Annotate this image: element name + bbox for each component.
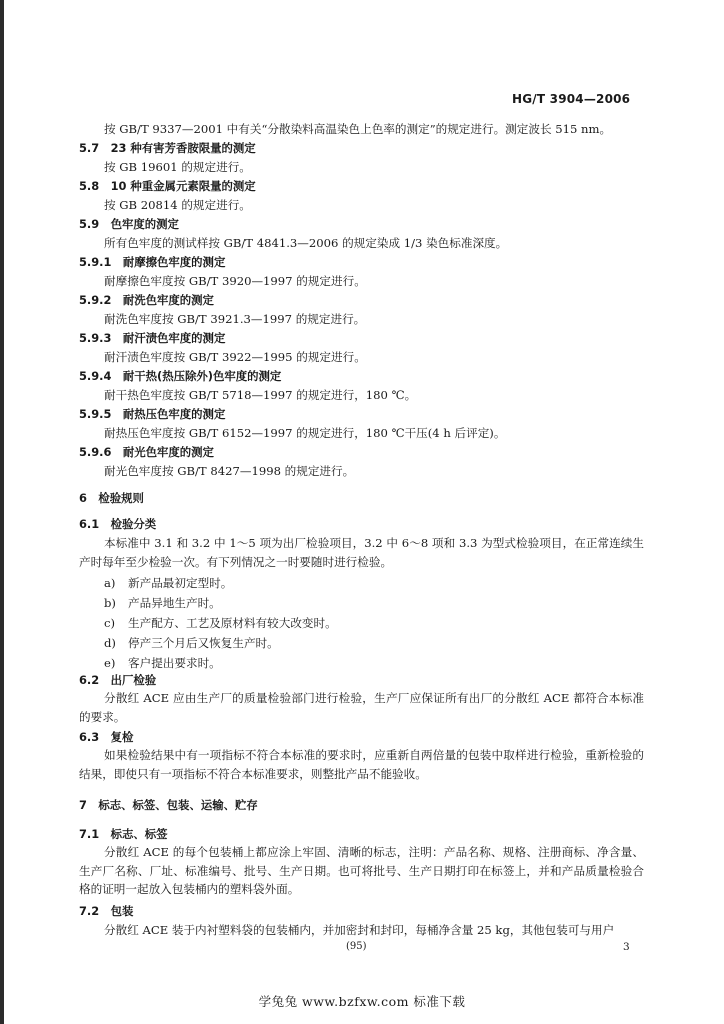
section-heading-7-1: 7.1 标志、标签	[79, 827, 168, 841]
paragraph-6-3: 如果检验结果中有一项指标不符合本标准的要求时，应重新自两倍量的包装中取样进行检验，重新检验的结果，即使只有一项指标不符合本标准要求，则整批产品不能验收。	[79, 748, 644, 781]
section-heading-5-9-2: 5.9.2 耐洗色牢度的测定	[79, 293, 214, 307]
text-line: 按 GB 20814 的规定进行。	[104, 198, 251, 212]
print-page-number: (95)	[346, 941, 367, 952]
chapter-heading-6: 6 检验规则	[79, 491, 144, 505]
text-line: 所有色牢度的测试样按 GB/T 4841.3—2006 的规定染成 1/3 染色标准深度。	[104, 236, 508, 250]
text-line: 按 GB 19601 的规定进行。	[104, 160, 251, 174]
list-item-text: 产品异地生产时。	[128, 596, 221, 610]
website-footer: 学兔兔 www.bzfxw.com 标准下载	[258, 994, 466, 1009]
list-item-label: a)	[104, 576, 116, 590]
list-item-text: 客户提出要求时。	[128, 656, 221, 670]
section-heading-5-9-3: 5.9.3 耐汗渍色牢度的测定	[79, 331, 226, 345]
section-heading-6-1: 6.1 检验分类	[79, 517, 157, 531]
section-heading-5-9-4: 5.9.4 耐干热(热压除外)色牢度的测定	[79, 369, 282, 383]
paragraph-7-1: 分散红 ACE 的每个包装桶上都应涂上牢固、清晰的标志，注明：产品名称、规格、注册商标、净含量、生产厂名称、厂址、标准编号、批号、生产日期。也可将批号、生产日期打印在标签上，并和产品质量检验合格的证明一起放入包装桶内的塑料袋外面。	[79, 845, 644, 896]
text-line: 按 GB/T 9337—2001 中有关“分散染料高温染色上色率的测定”的规定进行。测定波长 515 nm。	[104, 122, 612, 136]
scan-edge	[0, 0, 4, 1024]
text-line: 耐汗渍色牢度按 GB/T 3922—1995 的规定进行。	[104, 350, 366, 364]
list-item-label: d)	[104, 636, 116, 650]
paragraph-7-2: 分散红 ACE 装于内衬塑料袋的包装桶内，并加密封和封印，每桶净含量 25 kg，其他包装可与用户	[104, 923, 615, 937]
section-heading-6-2: 6.2 出厂检验	[79, 673, 157, 687]
list-item-label: b)	[104, 596, 116, 610]
section-heading-5-9: 5.9 色牢度的测定	[79, 217, 179, 231]
section-heading-5-9-1: 5.9.1 耐摩擦色牢度的测定	[79, 255, 226, 269]
section-heading-6-3: 6.3 复检	[79, 730, 134, 744]
section-heading-5-8: 5.8 10 种重金属元素限量的测定	[79, 179, 256, 193]
list-item-text: 停产三个月后又恢复生产时。	[128, 636, 279, 650]
section-heading-7-2: 7.2 包装	[79, 904, 134, 918]
standard-code: HG/T 3904—2006	[512, 92, 631, 106]
text-line: 耐热压色牢度按 GB/T 6152—1997 的规定进行，180 ℃干压(4 h 后评定)。	[104, 426, 506, 440]
list-item-label: e)	[104, 656, 116, 670]
list-item	[104, 595, 221, 611]
text-line: 耐洗色牢度按 GB/T 3921.3—1997 的规定进行。	[104, 312, 366, 326]
list-item-text: 新产品最初定型时。	[128, 576, 233, 590]
list-item	[104, 575, 232, 591]
section-heading-5-9-5: 5.9.5 耐热压色牢度的测定	[79, 407, 226, 421]
list-item-text: 生产配方、工艺及原材料有较大改变时。	[128, 616, 337, 630]
list-item	[104, 655, 221, 671]
list-item	[104, 635, 279, 651]
paragraph-6-1: 本标准中 3.1 和 3.2 中 1～5 项为出厂检验项目，3.2 中 6～8 项和 3.3 为型式检验项目，在正常连续生产时每年至少检验一次。有下列情况之一时要随时进行检验。	[79, 536, 644, 569]
page-number: 3	[623, 941, 630, 953]
paragraph-6-2: 分散红 ACE 应由生产厂的质量检验部门进行检验，生产厂应保证所有出厂的分散红 ACE 都符合本标准的要求。	[79, 691, 644, 724]
list-item-label: c)	[104, 616, 116, 630]
section-heading-5-9-6: 5.9.6 耐光色牢度的测定	[79, 445, 214, 459]
section-heading-5-7: 5.7 23 种有害芳香胺限量的测定	[79, 141, 256, 155]
list-item	[104, 615, 337, 631]
text-line: 耐干热色牢度按 GB/T 5718—1997 的规定进行，180 ℃。	[104, 388, 417, 402]
text-line: 耐摩擦色牢度按 GB/T 3920—1997 的规定进行。	[104, 274, 366, 288]
text-line: 耐光色牢度按 GB/T 8427—1998 的规定进行。	[104, 464, 355, 478]
chapter-heading-7: 7 标志、标签、包装、运输、贮存	[79, 798, 258, 812]
